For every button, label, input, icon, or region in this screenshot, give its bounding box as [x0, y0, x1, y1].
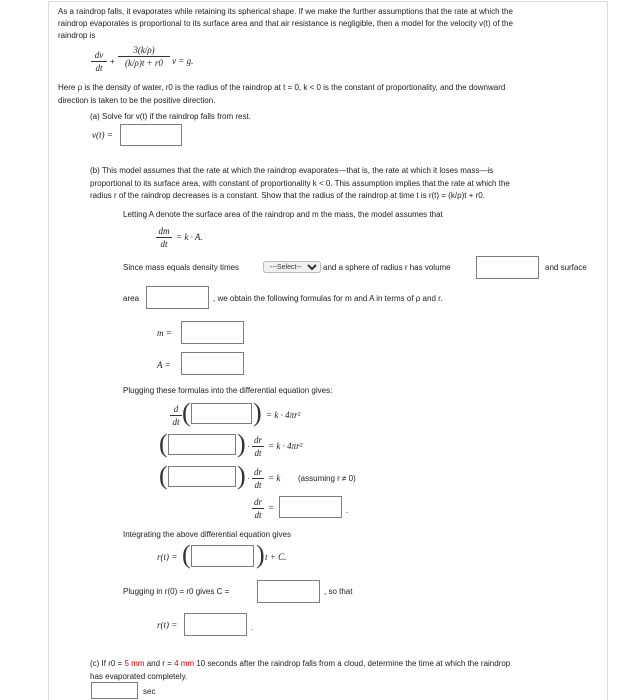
m-label: m =	[157, 328, 172, 338]
dm-dt-fraction: $\frac{dm}{dt}$	[156, 226, 172, 249]
right-paren-4: )	[256, 540, 265, 569]
letting-text: Letting A denote the surface area of the raindrop and m the mass, the model assumes that	[123, 210, 443, 219]
here-line-1: Here ρ is the density of water, r0 is the radius of the raindrop at t = 0, k < 0 is the constant of proportionality, and the downward	[58, 83, 506, 92]
sec-unit: sec	[143, 687, 156, 696]
rhs-line-4: =	[268, 503, 275, 513]
part-c-line-2: has evaporated completely.	[90, 672, 188, 681]
d-dt-operator: $\frac{d}{dt}$	[170, 404, 182, 427]
rt-coefficient-input[interactable]	[191, 545, 254, 567]
part-c-pre: (c) If r0 =	[90, 659, 123, 668]
rhs-line-3: = k	[268, 473, 281, 483]
left-paren-4: (	[182, 540, 191, 569]
obtain-text: , we obtain the following formulas for m and A in terms of ρ and r.	[213, 294, 443, 303]
integrating-text: Integrating the above differential equation gives	[123, 530, 291, 539]
plugging-text: Plugging these formulas into the differential equation gives:	[123, 386, 333, 395]
rt-final-input[interactable]	[184, 613, 247, 636]
right-paren-1: )	[253, 398, 262, 427]
left-paren-2: (	[159, 429, 168, 458]
here-line-2: direction is taken to be the positive direction.	[58, 96, 216, 105]
rt-label-2: r(t) =	[157, 620, 178, 630]
coefficient-fraction: $\frac{3(k/\rho)}{(k/\rho)t + r0}$	[118, 45, 170, 68]
dr-dt-fraction-3: $\frac{dr}{dt}$	[253, 497, 262, 520]
m-formula-input[interactable]	[181, 321, 244, 344]
part-c-line-1	[90, 658, 510, 669]
dr-dt-value-input[interactable]	[279, 496, 342, 518]
assuming-note: (assuming r ≠ 0)	[298, 474, 356, 483]
part-b-line-3: radius r of the raindrop decreases is a constant. Show that the radius of the raindrop at time t is r(t) = (k/ρ)t + r0.	[90, 191, 485, 200]
vt-label: v(t) =	[92, 130, 113, 140]
t-plus-c: t + C.	[265, 552, 287, 562]
density-times-select[interactable]	[263, 261, 321, 273]
chain-rule-input-2[interactable]	[168, 466, 236, 487]
dr-dt-fraction-1: $\frac{dr}{dt}$	[253, 435, 262, 458]
part-a-prompt: (a) Solve for v(t) if the raindrop falls from rest.	[90, 112, 251, 121]
area-text: area	[123, 294, 140, 303]
since-text-2: and a sphere of radius r has volume	[323, 263, 451, 272]
part-b-line-2: proportional to its surface area, with constant of proportionality k < 0. This assumption implies that the rate at which the	[90, 179, 510, 188]
period-1: .	[346, 506, 349, 515]
chain-rule-input-1[interactable]	[168, 434, 236, 455]
A-formula-input[interactable]	[181, 352, 244, 375]
part-c-post: 10 seconds after the raindrop falls from a cloud, determine the time at which the raindrop	[196, 659, 511, 668]
mass-expression-input[interactable]	[191, 403, 252, 424]
evaporation-time-input[interactable]	[91, 682, 138, 699]
rt-label: r(t) =	[157, 552, 178, 562]
and-surface-text: and surface	[545, 263, 587, 272]
intro-line-1: As a raindrop falls, it evaporates while retaining its spherical shape. If we make the further assumptions that the rate at which the	[58, 7, 513, 16]
since-text: Since mass equals density times	[123, 263, 240, 272]
r0-value: 5 mm	[124, 659, 145, 668]
constant-c-input[interactable]	[257, 580, 320, 603]
dot-1: ·	[247, 442, 250, 451]
part-c-mid: and r =	[146, 659, 172, 668]
intro-line-2: raindrop evaporates is proportional to its surface area and that air resistance is negligible, then a model for the velocity v(t) of the	[58, 19, 513, 28]
dr-dt-fraction-2: $\frac{dr}{dt}$	[253, 467, 262, 490]
so-that-text: , so that	[324, 587, 353, 596]
dv-dt-fraction: $\frac{dv}{dt}$	[91, 50, 107, 73]
left-paren-1: (	[182, 398, 191, 427]
equation-rhs: v = g.	[172, 56, 194, 66]
dot-2: ·	[247, 474, 250, 483]
vt-answer-input[interactable]	[120, 124, 182, 146]
plug-r0-text: Plugging in r(0) = r0 gives C =	[123, 587, 230, 596]
part-b-line-1: (b) This model assumes that the rate at which the raindrop evaporates—that is, the rate at which it loses mass—is	[90, 166, 494, 175]
period-2: .	[251, 623, 254, 632]
dm-rhs: = k · A.	[176, 232, 203, 242]
intro-line-3: raindrop is	[58, 31, 96, 40]
rhs-line-2: = k · 4πr²	[268, 441, 303, 451]
rhs-line-1: = k · 4πr²	[266, 410, 301, 420]
left-paren-3: (	[159, 461, 168, 490]
plus-sign: +	[110, 57, 115, 66]
A-label: A =	[157, 360, 171, 370]
right-paren-2: )	[237, 429, 246, 458]
r-value: 4 mm	[174, 659, 195, 668]
surface-area-input[interactable]	[146, 286, 209, 309]
right-paren-3: )	[237, 461, 246, 490]
volume-input[interactable]	[476, 256, 539, 279]
